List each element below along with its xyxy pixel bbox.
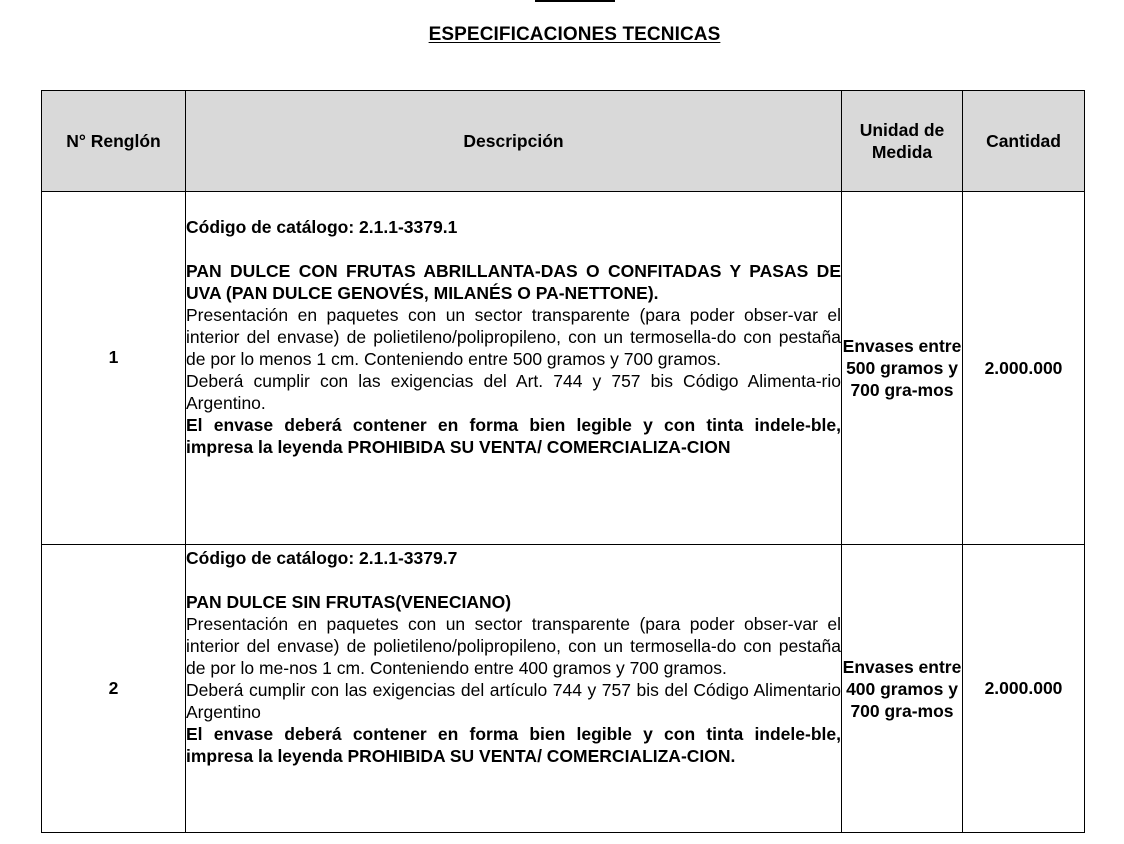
header-descripcion: Descripción bbox=[186, 91, 842, 192]
product-name: PAN DULCE CON FRUTAS ABRILLANTA-DAS O CONFITADAS Y PASAS DE UVA (PAN DULCE GENOVÉS, MILANÉS O PA-NETTONE). bbox=[186, 261, 841, 303]
catalog-code: Código de catálogo: 2.1.1-3379.7 bbox=[186, 548, 458, 568]
product-name: PAN DULCE SIN FRUTAS(VENECIANO) bbox=[186, 592, 512, 612]
header-cantidad: Cantidad bbox=[963, 91, 1085, 192]
top-rule bbox=[535, 0, 615, 2]
table-row bbox=[42, 545, 1085, 833]
table-header-row bbox=[42, 91, 1085, 192]
page-title: ESPECIFICACIONES TECNICAS bbox=[428, 24, 721, 45]
catalog-code: Código de catálogo: 2.1.1-3379.1 bbox=[186, 217, 458, 237]
table-row bbox=[42, 192, 1085, 545]
row-renglon: 2 bbox=[42, 545, 186, 833]
row-cantidad: 2.000.000 bbox=[963, 192, 1085, 545]
row-descripcion bbox=[186, 545, 842, 833]
row-cantidad: 2.000.000 bbox=[963, 545, 1085, 833]
row-renglon: 1 bbox=[42, 192, 186, 545]
presentation-text: Presentación en paquetes con un sector transparente (para poder obser-var el interior del envase) de polietileno/polipropileno, con un termosella-do con pestaña de por lo me-nos 1 cm. Conteniendo entre 400 gramos y 700 gramos. bbox=[186, 614, 841, 678]
label-requirement: El envase deberá contener en forma bien legible y con tinta indele-ble, impresa la leyenda PROHIBIDA SU VENTA/ COMERCIALIZA-CION. bbox=[186, 724, 841, 766]
regulation-text: Deberá cumplir con las exigencias del artículo 744 y 757 bis del Código Alimentario Argentino bbox=[186, 680, 841, 722]
label-requirement: El envase deberá contener en forma bien legible y con tinta indele-ble, impresa la leyenda PROHIBIDA SU VENTA/ COMERCIALIZA-CION bbox=[186, 415, 841, 457]
header-renglon: N° Renglón bbox=[42, 91, 186, 192]
presentation-text: Presentación en paquetes con un sector transparente (para poder obser-var el interior del envase) de polietileno/polipropileno, con un termosella-do con pestaña de por lo menos 1 cm. Conteniendo entre 500 gramos y 700 gramos. bbox=[186, 305, 841, 369]
header-unidad bbox=[842, 91, 963, 192]
specifications-table bbox=[41, 90, 1085, 833]
regulation-text: Deberá cumplir con las exigencias del Art. 744 y 757 bis Código Alimenta-rio Argentino. bbox=[186, 371, 841, 413]
row-descripcion bbox=[186, 192, 842, 545]
header-unidad-label: Unidad de Medida bbox=[859, 120, 945, 162]
row-unidad: Envases entre 400 gramos y 700 gra-mos bbox=[842, 545, 963, 833]
row-unidad: Envases entre 500 gramos y 700 gra-mos bbox=[842, 192, 963, 545]
